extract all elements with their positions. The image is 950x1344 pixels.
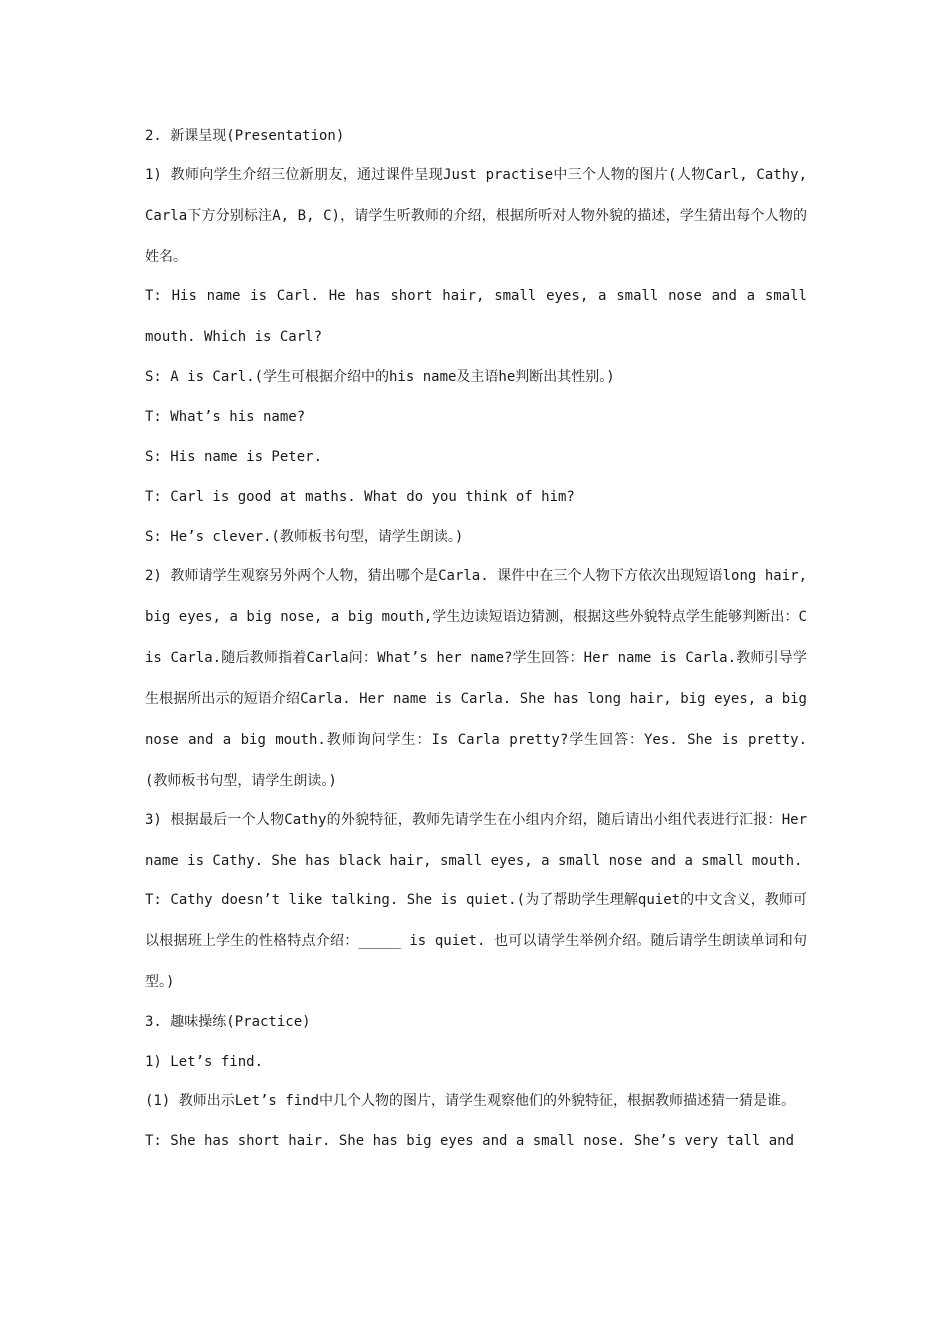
section-heading-practice: 3. 趣味操练(Practice) (145, 1014, 311, 1030)
dialogue-student-peter: S: His name is Peter. (145, 449, 323, 465)
paragraph-step-1: 1) 教师向学生介绍三位新朋友，通过课件呈现Just practise中三个人物的图片(人物Carl, Cathy, Carla下方分别标注A, B, C)，请学生听教师的介绍，根据所听对人物外貌的描述，学生猜出每个人物的姓名。 (145, 167, 807, 265)
paragraph-step-3: 3) 根据最后一个人物Cathy的外貌特征，教师先请学生在小组内介绍，随后请出小组代表进行汇报：Her name is Cathy. She has black hair, small eyes, a small nose and a small mouth. (145, 812, 807, 869)
dialogue-student-a-is-carl: S: A is Carl.(学生可根据介绍中的his name及主语he判断出其性别。) (145, 369, 615, 385)
paragraph-step-2: 2) 教师请学生观察另外两个人物，猜出哪个是Carla. 课件中在三个人物下方依次出现短语long hair, big eyes, a big nose, a big mouth,学生边读短语边猜测，根据这些外貌特点学生能够判断出：C is Carla.随后教师指着Carla问：What’s her name?学生回答：Her name is Carla.教师引导学生根据所出示的短语介绍Carla. Her name is Carla. She has long hair, big eyes, a big nose and a big mouth.教师询问学生：Is Carla pretty?学生回答：Yes. She is pretty. (教师板书句型，请学生朗读。) (145, 568, 807, 789)
subheading-lets-find: 1) Let’s find. (145, 1054, 264, 1070)
dialogue-teacher-quiet: T: Cathy doesn’t like talking. She is quiet.(为了帮助学生理解quiet的中文含义，教师可以根据班上学生的性格特点介绍：_____ is quiet. 也可以请学生举例介绍。随后请学生朗读单词和句型。) (145, 892, 807, 990)
document-body (145, 123, 807, 1168)
paragraph-lets-find-1: (1) 教师出示Let’s find中几个人物的图片，请学生观察他们的外貌特征，根据教师描述猜一猜是谁。 (145, 1093, 795, 1109)
dialogue-teacher-whats-his-name: T: What’s his name? (145, 409, 306, 425)
section-heading-presentation: 2. 新课呈现(Presentation) (145, 128, 345, 144)
dialogue-teacher-carl: T: His name is Carl. He has short hair, small eyes, a small nose and a small mouth. Which is Carl? (145, 288, 807, 345)
dialogue-teacher-short-hair: T: She has short hair. She has big eyes and a small nose. She’s very tall and (145, 1133, 795, 1149)
dialogue-teacher-good-at-maths: T: Carl is good at maths. What do you think of him? (145, 489, 575, 505)
dialogue-student-clever: S: He’s clever.(教师板书句型，请学生朗读。) (145, 529, 464, 545)
